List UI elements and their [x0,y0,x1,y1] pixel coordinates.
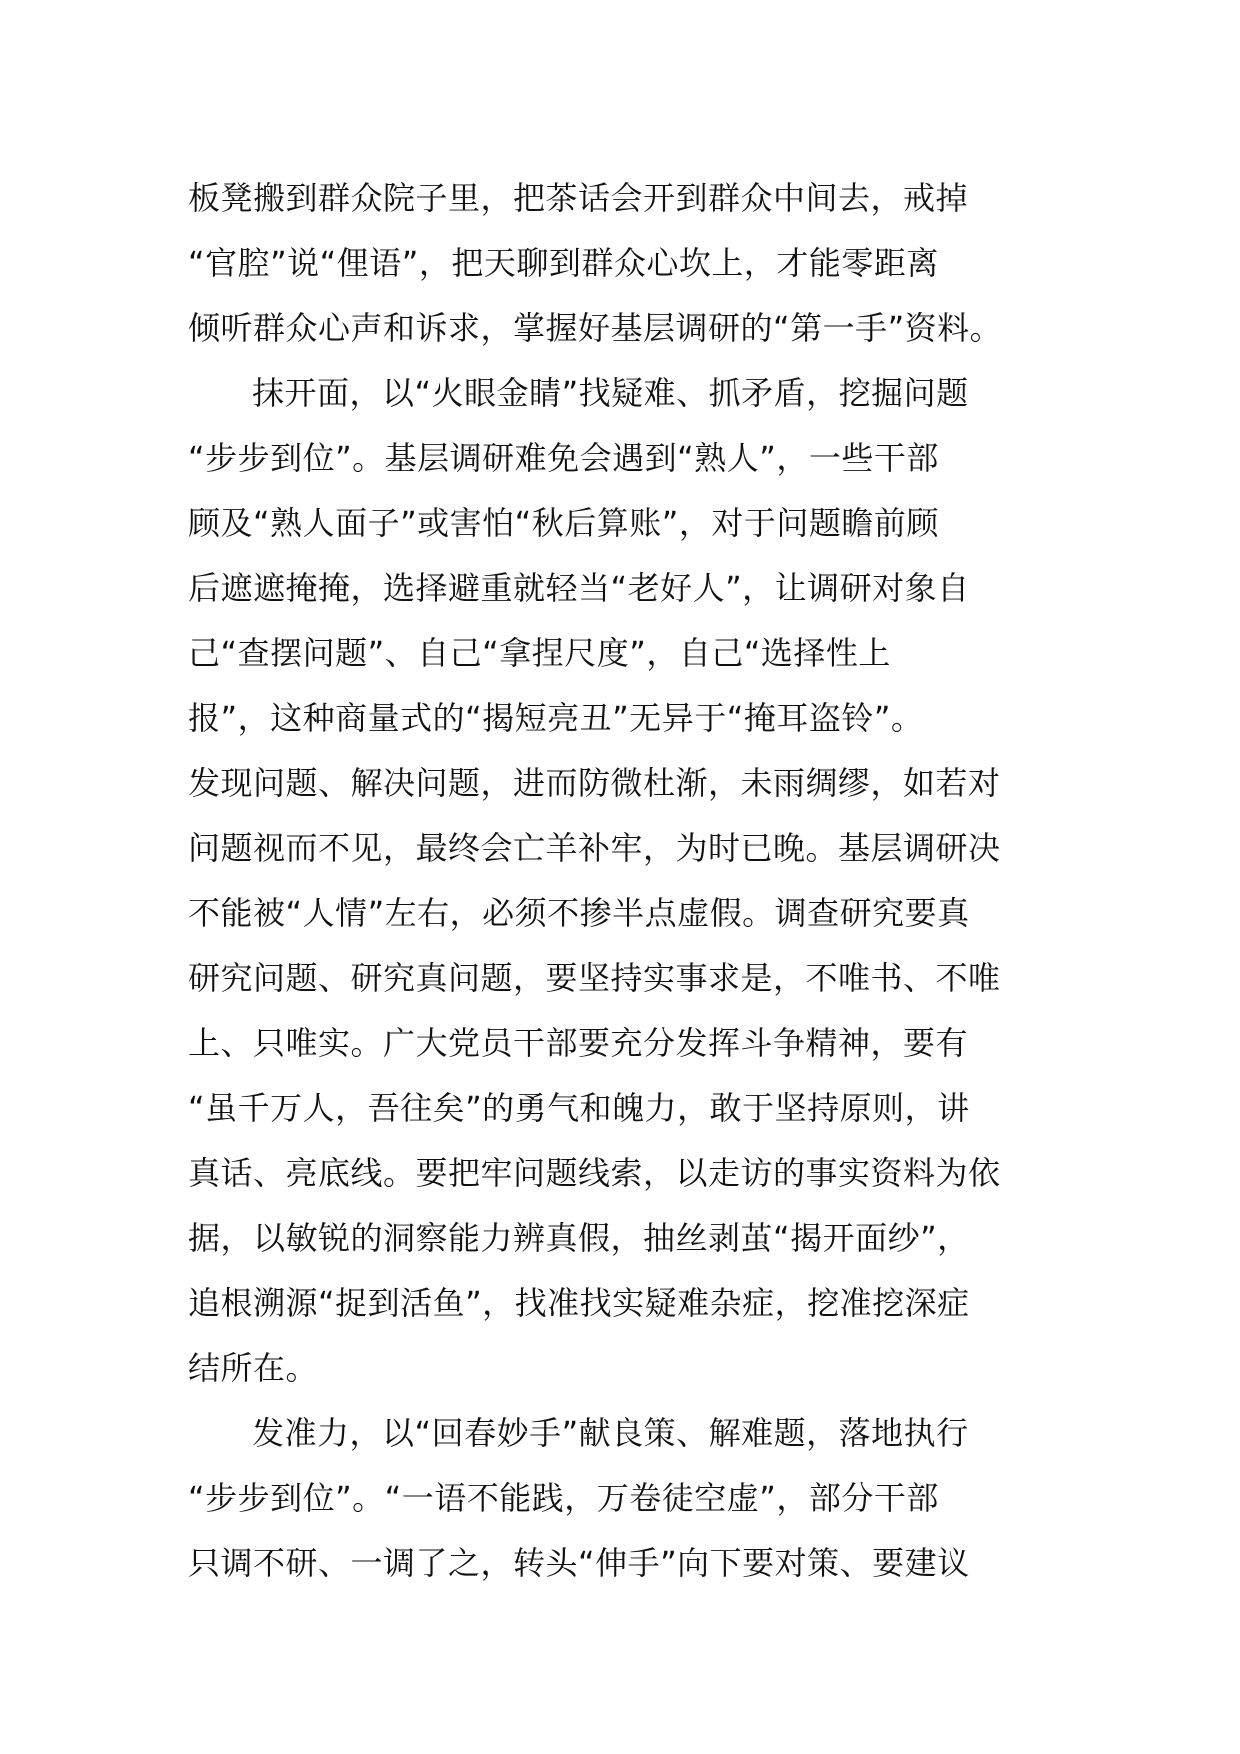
paragraph-start-line: 抹开面，以“火眼金睛”找疑难、抓矛盾，挖掘问题 [252,374,969,412]
text-line: “官腔”说“俚语”，把天聊到群众心坎上，才能零距离 [188,244,939,282]
text-line: 板凳搬到群众院子里，把茶话会开到群众中间去，戒掉 [188,179,969,217]
text-line: “虽千万人，吾往矣”的勇气和魄力，敢于坚持原则，讲 [188,1089,970,1127]
text-line: 问题视而不见，最终会亡羊补牢，为时已晚。基层调研决 [188,829,1001,867]
text-line: 不能被“人情”左右，必须不掺半点虚假。调查研究要真 [188,894,970,932]
text-line: 后遮遮掩掩，选择避重就轻当“老好人”，让调研对象自 [188,569,970,607]
text-line: 顾及“熟人面子”或害怕“秋后算账”，对于问题瞻前顾 [188,504,939,542]
text-line: “步步到位”。“一语不能践，万卷徒空虚”，部分干部 [188,1479,939,1517]
text-line: 真话、亮底线。要把牢问题线索，以走访的事实资料为依 [188,1154,1001,1192]
body-text [188,166,1060,1596]
text-line: 倾听群众心声和诉求，掌握好基层调研的“第一手”资料。 [188,309,1003,347]
text-line: 上、只唯实。广大党员干部要充分发挥斗争精神，要有 [188,1024,969,1062]
text-line: 研究问题、研究真问题，要坚持实事求是，不唯书、不唯 [188,959,1001,997]
text-line: 发现问题、解决问题，进而防微杜渐，未雨绸缪，如若对 [188,764,1001,802]
text-line: “步步到位”。基层调研难免会遇到“熟人”，一些干部 [188,439,939,477]
text-line: 报”，这种商量式的“揭短亮丑”无异于“掩耳盗铃”。 [188,699,924,737]
text-line: 只调不研、一调了之，转头“伸手”向下要对策、要建议 [188,1544,970,1582]
paragraph-start-line: 发准力，以“回春妙手”献良策、解难题，落地执行 [252,1414,969,1452]
text-line: 追根溯源“捉到活鱼”，找准找实疑难杂症，挖准挖深症 [188,1284,970,1322]
text-line: 据，以敏锐的洞察能力辨真假，抽丝剥茧“揭开面纱”， [188,1219,970,1257]
text-line: 己“查摆问题”、自己“拿捏尺度”，自己“选择性上 [188,634,891,672]
text-line: 结所在。 [188,1349,319,1387]
